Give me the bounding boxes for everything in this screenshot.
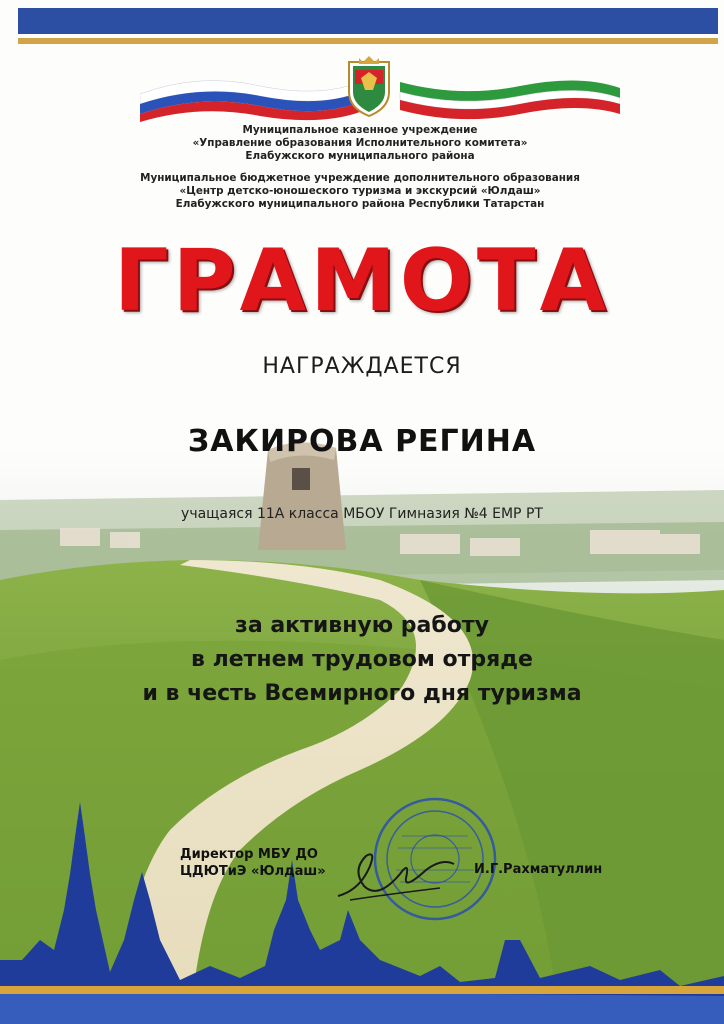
certificate-title: ГРАМОТА [113,231,611,331]
org2-line1: Муниципальное бюджетное учреждение дополнительного образования [140,172,580,184]
top-gold-stripe [18,38,718,44]
top-blue-stripe [18,8,718,34]
director-title [180,846,326,880]
org2-line2: «Центр детско-юношеского туризма и экскурсий «Юлдаш» [179,185,541,197]
signer-name: И.Г.Рахматуллин [474,862,603,877]
organization-header-secondary [110,172,610,211]
org1-line1: Муниципальное казенное учреждение [242,124,478,136]
reason-line-1: за активную работу [235,613,489,638]
recipient-name: ЗАКИРОВА РЕГИНА [187,424,537,459]
organization-header-primary [110,124,610,163]
reason-line-3: и в честь Всемирного дня туризма [142,681,582,706]
org2-line3: Елабужского муниципального района Республики Татарстан [175,198,545,210]
director-position-line2: ЦДЮТиЭ «Юлдаш» [180,864,326,879]
org1-line2: «Управление образования Исполнительного комитета» [192,137,528,149]
org1-line3: Елабужского муниципального района [245,150,475,162]
recipient-details: учащаяся 11А класса МБОУ Гимназия №4 ЕМР РТ [181,506,543,522]
handwritten-signature [330,830,460,910]
reason-line-2: в летнем трудовом отряде [191,647,533,672]
awarded-label: НАГРАЖДАЕТСЯ [262,354,462,379]
coat-of-arms-emblem [343,54,395,118]
director-position-line1: Директор МБУ ДО [180,847,318,862]
